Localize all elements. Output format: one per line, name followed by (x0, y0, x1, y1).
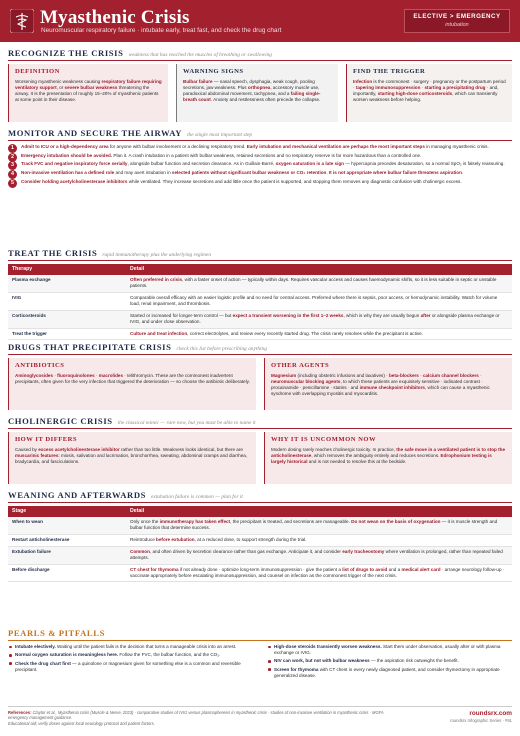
card-title: DEFINITION (15, 68, 60, 75)
antibiotics-card (8, 358, 256, 410)
pearl-item: Intubate electively. Waiting until the patient fails is the decision that turns a manageable crisis into an arrest. (8, 644, 253, 650)
step-number: 1 (8, 144, 17, 153)
references-label: References: (8, 710, 32, 715)
pearl-item: High-dose steroids transiently worsen weakness. Start them under observation, usually after or with plasma exchange or IVIG. (267, 644, 512, 656)
step-text: Track FVC and negative inspiratory force serially, alongside bulbar function and secretion clearance. As in Guillain-Barré, oxygen saturation is a late sign — hypercapnia precedes desaturation, so a normal SpO₂ is falsely reassuring. (21, 161, 505, 167)
pearl-item: NIV can work, but not with bulbar weakness — the aspiration risk outweighs the benefit. (267, 658, 512, 664)
pearls-left-column (8, 644, 253, 675)
table-row (8, 275, 512, 292)
table-row (8, 546, 512, 564)
airway-step (8, 153, 512, 159)
airway-steps (8, 144, 512, 187)
row-detail: Reintroduce before extubation, at a reduced dose, to support strength during the trial. (126, 534, 512, 546)
column-header: Stage (8, 506, 126, 517)
section-title: CHOLINERGIC CRISIS (8, 416, 113, 426)
trigger-card (346, 64, 512, 122)
section-heading (8, 248, 211, 259)
section-note: rapid immunotherapy plus the underlying regimen (102, 252, 212, 258)
row-detail: Comparable overall efficacy with an easier logistic profile and no need for central access. Preferred where there is sepsis, poor access, or hemodynamic instability. Watch for volume load, renal impairment, and thrombosis. (126, 292, 512, 310)
step-text: Admit to ICU or a high-dependency area for anyone with bulbar involvement or a declining respiratory trend. Early intubation and mechanical ventilation are perhaps the most important steps in managing myasthenic crisis. (21, 144, 489, 149)
airway-step (8, 144, 512, 150)
section-note: the classical mimic — rare now, but you must be able to name it (117, 420, 256, 426)
row-detail: Only once the immunotherapy has taken effect, the precipitant is treated, and secretions are manageable. Do not wean on the basis of oxygenation — it is muscle strength and bulbar function that determine success. (126, 517, 512, 534)
card-title: ANTIBIOTICS (15, 362, 65, 369)
card-body: Infection is the commonest · surgery · pregnancy or the postpartum period · tapering immunosuppression · starting a precipitating drug · and, importantly, starting high-dose corticosteroids, which can transiently worsen weakness before helping. (353, 79, 506, 103)
column-header: Therapy (8, 264, 126, 275)
section-heading (8, 490, 243, 501)
divider (8, 640, 512, 641)
caduceus-icon (10, 9, 34, 33)
step-text: Non-invasive ventilation has a defined role and may avert intubation in selected patients without significant bulbar weakness or CO₂ retention. It is not appropriate where bulbar failure threatens aspiration. (21, 169, 464, 175)
section-heading (8, 128, 252, 139)
section-heading (8, 48, 272, 59)
table-header-row (8, 506, 512, 517)
tag-line-1: ELECTIVE > EMERGENCY (413, 13, 501, 20)
divider (8, 354, 512, 355)
pearl-item: Check the drug chart first — a quinolone or magnesium given for something else is a common and reversible precipitant. (8, 661, 253, 673)
treatment-table (8, 264, 512, 340)
step-number: 2 (8, 153, 17, 162)
section-note: check this list before prescribing anything (176, 346, 267, 352)
disclaimer: Educational aid; verify doses against local neurology protocol and patient factors. (8, 720, 155, 726)
site-link[interactable]: roundsrx.com (469, 710, 512, 717)
tag-line-2: intubation (445, 22, 469, 29)
uncommon-now-card (264, 432, 512, 484)
column-header: Detail (126, 506, 512, 517)
section-title: DRUGS THAT PRECIPITATE CRISIS (8, 342, 172, 352)
references (8, 710, 388, 726)
row-detail: CT chest for thymoma if not already done · optimize long-term immunosuppression · give the patient a list of drugs to avoid and a medical alert card · arrange neurology follow-up · vaccinate appropriately before escalating immunosuppression, and counsel on infection as the commonest trigger of the next crisis. (126, 564, 512, 582)
section-heading (8, 342, 267, 353)
card-body: Bulbar failure — nasal speech, dysphagia, weak cough, pooling secretions, jaw weakness. Plus orthopnea, accessory muscle use, paradoxical abdominal movement, tachypnea, and a failing single-breath count. Anxiety and restlessness often precede the collapse. (183, 79, 321, 103)
weaning-table (8, 506, 512, 582)
section-title: TREAT THE CRISIS (8, 248, 98, 258)
row-label: Extubation failure (8, 546, 126, 564)
row-label: Corticosteroids (8, 310, 126, 328)
divider (8, 60, 512, 61)
divider (8, 428, 512, 429)
table-row (8, 310, 512, 328)
table-header-row (8, 264, 512, 275)
card-title: WARNING SIGNS (183, 68, 244, 75)
section-heading (8, 416, 256, 427)
divider (8, 140, 512, 141)
header-banner (0, 0, 520, 42)
column-header: Detail (126, 264, 512, 275)
section-title: RECOGNIZE THE CRISIS (8, 48, 124, 58)
footer (8, 706, 512, 726)
section-note: extubation failure is common — plan for it (151, 494, 243, 500)
table-row (8, 564, 512, 582)
page-subtitle: Neuromuscular respiratory failure · intubate early, treat fast, and check the drug chart (41, 27, 282, 34)
series-label: roundsrx Infographic Series · #91 (450, 718, 512, 724)
airway-step (8, 161, 512, 167)
airway-step (8, 179, 512, 185)
step-text: Emergency intubation should be avoided. Plan it. A crash intubation in a patient with bulbar weakness, retained secretions and no respiratory reserve is far more hazardous than a controlled one. (21, 152, 422, 158)
category-tag (404, 9, 510, 33)
step-number: 4 (8, 170, 17, 179)
other-agents-card (264, 358, 512, 410)
card-title: HOW IT DIFFERS (15, 436, 78, 443)
definition-card (8, 64, 168, 122)
row-detail: Often preferred in crisis, with a faster onset of action — typically within days. Requires vascular access and causes haemodynamic shifts, so it is less suitable in septic or unstable patients. (126, 275, 512, 292)
pearl-item: Screen for thymoma with CT chest in every newly diagnosed patient, and consider thymectomy in appropriate generalized disease. (267, 667, 512, 679)
row-detail: Started or increased for longer-term control — but expect a transient worsening in the first 1–2 weeks, which is why they are usually begun after or alongside plasma exchange or IVIG, and under close observation. (126, 310, 512, 328)
card-body: Modern dosing rarely reaches cholinergic toxicity. In practice, the safe move in a ventilated patient is to stop the anticholinesterase, which removes the ambiguity entirely and reduces secretions. Edrophonium testing is largely historical and is not needed to resolve this at the bedside. (271, 447, 506, 465)
card-title: OTHER AGENTS (271, 362, 330, 369)
section-title: PEARLS & PITFALLS (8, 628, 105, 638)
pearls-right-column (267, 644, 512, 681)
divider (8, 502, 512, 503)
how-it-differs-card (8, 432, 256, 484)
pearl-item: Normal oxygen saturation is meaningless here. Follow the FVC, the bulbar function, and the CO₂. (8, 652, 253, 658)
row-label: Plasma exchange (8, 275, 126, 292)
section-note: weakness that has reached the muscles of breathing or swallowing (128, 52, 272, 58)
row-label: Restart anticholinesterase (8, 534, 126, 546)
brand-block (450, 710, 512, 724)
card-title: WHY IT IS UNCOMMON NOW (271, 436, 377, 443)
card-body: Worsening myasthenic weakness causing respiratory failure requiring ventilatory support, or severe bulbar weakness threatening the airway. It is the presentation of roughly 15–20% of myasthenic patients at some point in their disease. (15, 79, 162, 103)
card-body: Aminoglycosides · fluoroquinolones · macrolides · telithromycin. These are the commonest inadvertent precipitants, often given for the very infection that triggered the deterioration — so choose the antibiotic deliberately. (15, 373, 250, 385)
divider (8, 260, 512, 261)
step-text: Consider holding acetylcholinesterase inhibitors while ventilated. They increase secretions and add little once the patient is supported, and stopping them removes any diagnostic confusion with cholinergic excess. (21, 178, 462, 184)
row-label: IVIG (8, 292, 126, 310)
section-title: WEANING AND AFTERWARDS (8, 490, 147, 500)
table-row (8, 292, 512, 310)
page-title: Myasthenic Crisis (40, 7, 190, 28)
section-note: the single most important step (187, 132, 253, 138)
section-heading (8, 628, 105, 639)
references-text: Claytor et al., Myasthenia crisis (Muscle & Nerve, 2023) · comparative studies of IVIG versus plasmapheresis in myasthenic crisis · studies of non-invasive ventilation in myasthenic crisis · MGFA emergency management guidance. (8, 710, 384, 721)
row-detail: Common, and often driven by secretion clearance rather than gas exchange. Anticipate it, and consider early tracheostomy where ventilation is prolonged, rather than repeated failed attempts. (126, 546, 512, 564)
warning-signs-card (176, 64, 338, 122)
card-title: FIND THE TRIGGER (353, 68, 426, 75)
table-row (8, 328, 512, 340)
row-label: Before discharge (8, 564, 126, 582)
section-title: MONITOR AND SECURE THE AIRWAY (8, 128, 183, 138)
card-body: Magnesium (including obstetric infusions and laxatives) · beta-blockers · calcium channel blockers · neuromuscular blocking agents, to which these patients are exquisitely sensitive · iodinated contrast · procainamide · penicillamine · statins · and immune checkpoint inhibitors, which can cause a myasthenic syndrome with overlapping myositis and myocarditis. (271, 373, 490, 397)
row-label: When to wean (8, 517, 126, 534)
row-label: Treat the trigger (8, 328, 126, 340)
card-body: Caused by excess acetylcholinesterase inhibitor rather than too little. Weakness looks identical, but there are muscarinic features: miosis, salivation and lacrimation, bronchorrhea, sweating, abdominal cramps and diarrhea, bradycardia, and fasciculations. (15, 447, 248, 465)
table-row (8, 534, 512, 546)
step-number: 5 (8, 179, 17, 188)
airway-step (8, 170, 512, 176)
table-row (8, 517, 512, 534)
step-number: 3 (8, 161, 17, 170)
row-detail: Culture and treat infection, correct electrolytes, and review every recently started drug. The crisis rarely resolves while the precipitant is active. (126, 328, 512, 340)
